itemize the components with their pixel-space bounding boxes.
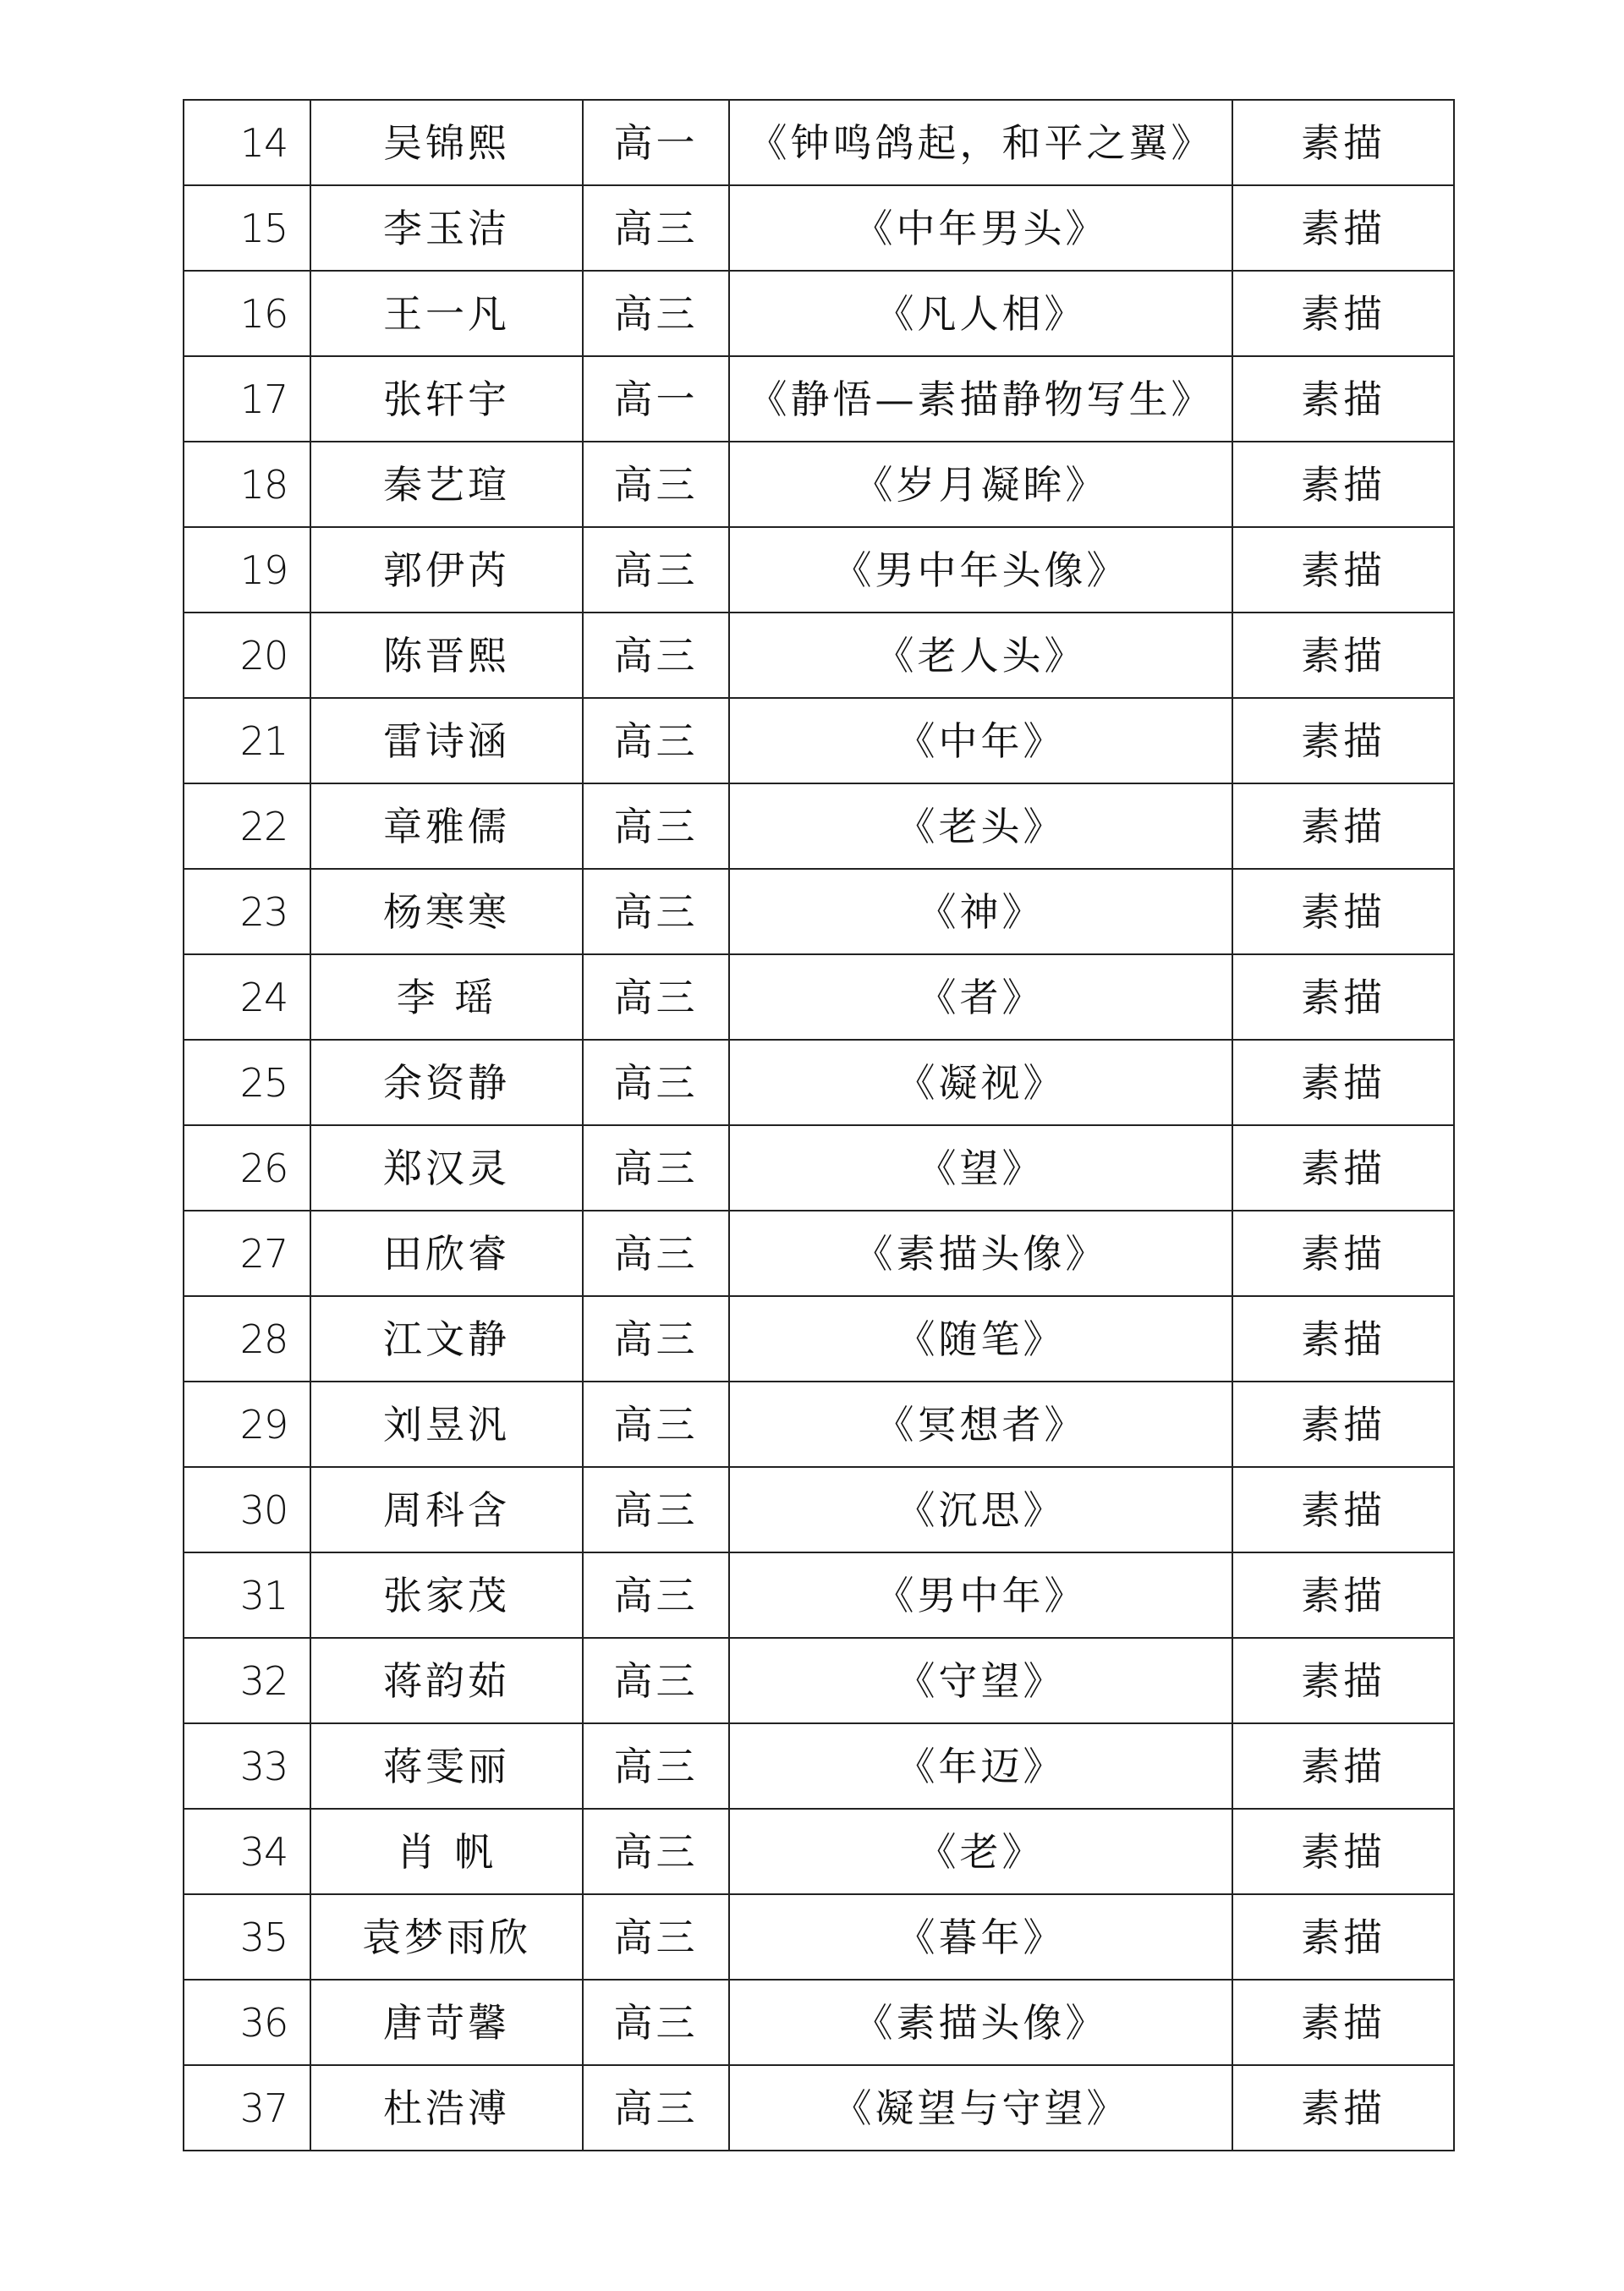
entry-number-cell: 33 [184, 1723, 310, 1809]
student-name-cell: 江文静 [310, 1296, 583, 1382]
entry-number-cell: 18 [184, 442, 310, 527]
grade-level-cell: 高三 [583, 271, 729, 356]
artwork-title-cell: 《冥想者》 [729, 1382, 1232, 1467]
entry-number-cell: 36 [184, 1980, 310, 2065]
artwork-category-cell: 素描 [1232, 1638, 1454, 1723]
artwork-title-cell: 《沉思》 [729, 1467, 1232, 1552]
artwork-category-cell: 素描 [1232, 698, 1454, 783]
table-row [184, 1723, 1454, 1809]
artwork-title-cell: 《中年男头》 [729, 185, 1232, 271]
grade-level-cell: 高三 [583, 613, 729, 698]
grade-level-cell: 高三 [583, 698, 729, 783]
grade-level-cell: 高三 [583, 1296, 729, 1382]
table-row [184, 100, 1454, 185]
artwork-title-cell: 《老人头》 [729, 613, 1232, 698]
student-name-cell: 李 瑶 [310, 954, 583, 1040]
artwork-title-cell: 《中年》 [729, 698, 1232, 783]
artwork-category-cell: 素描 [1232, 1040, 1454, 1125]
grade-level-cell: 高三 [583, 1638, 729, 1723]
table-row [184, 1296, 1454, 1382]
grade-level-cell: 高三 [583, 1552, 729, 1638]
artwork-title-cell: 《凡人相》 [729, 271, 1232, 356]
entry-number-cell: 25 [184, 1040, 310, 1125]
grade-level-cell: 高三 [583, 954, 729, 1040]
student-name-cell: 秦艺瑄 [310, 442, 583, 527]
table-row [184, 2065, 1454, 2151]
grade-level-cell: 高三 [583, 869, 729, 954]
student-name-cell: 张轩宇 [310, 356, 583, 442]
student-name-cell: 王一凡 [310, 271, 583, 356]
artwork-category-cell: 素描 [1232, 442, 1454, 527]
artwork-title-cell: 《男中年头像》 [729, 527, 1232, 613]
entry-number-cell: 29 [184, 1382, 310, 1467]
grade-level-cell: 高三 [583, 783, 729, 869]
student-name-cell: 郭伊芮 [310, 527, 583, 613]
table-row [184, 1552, 1454, 1638]
table-row [184, 954, 1454, 1040]
grade-level-cell: 高三 [583, 1723, 729, 1809]
student-name-cell: 田欣睿 [310, 1211, 583, 1296]
grade-level-cell: 高三 [583, 1467, 729, 1552]
table-row [184, 698, 1454, 783]
entry-number-cell: 32 [184, 1638, 310, 1723]
artwork-category-cell: 素描 [1232, 100, 1454, 185]
grade-level-cell: 高三 [583, 1894, 729, 1980]
grade-level-cell: 高三 [583, 1809, 729, 1894]
table-row [184, 527, 1454, 613]
entry-number-cell: 30 [184, 1467, 310, 1552]
artwork-category-cell: 素描 [1232, 185, 1454, 271]
table-row [184, 442, 1454, 527]
entry-number-cell: 19 [184, 527, 310, 613]
table-row [184, 869, 1454, 954]
artwork-category-cell: 素描 [1232, 1211, 1454, 1296]
student-name-cell: 雷诗涵 [310, 698, 583, 783]
entry-number-cell: 16 [184, 271, 310, 356]
entry-number-cell: 28 [184, 1296, 310, 1382]
grade-level-cell: 高三 [583, 1980, 729, 2065]
table-row [184, 185, 1454, 271]
table-row [184, 271, 1454, 356]
artwork-title-cell: 《凝视》 [729, 1040, 1232, 1125]
artwork-title-cell: 《随笔》 [729, 1296, 1232, 1382]
entry-number-cell: 35 [184, 1894, 310, 1980]
table-row [184, 613, 1454, 698]
table-row [184, 1638, 1454, 1723]
grade-level-cell: 高三 [583, 527, 729, 613]
artwork-title-cell: 《静悟—素描静物写生》 [729, 356, 1232, 442]
artwork-category-cell: 素描 [1232, 1125, 1454, 1211]
table-row [184, 356, 1454, 442]
grade-level-cell: 高三 [583, 1040, 729, 1125]
grade-level-cell: 高三 [583, 1382, 729, 1467]
entry-number-cell: 21 [184, 698, 310, 783]
table-row [184, 1809, 1454, 1894]
artwork-category-cell: 素描 [1232, 783, 1454, 869]
entry-number-cell: 17 [184, 356, 310, 442]
grade-level-cell: 高三 [583, 2065, 729, 2151]
artwork-title-cell: 《男中年》 [729, 1552, 1232, 1638]
artwork-title-cell: 《望》 [729, 1125, 1232, 1211]
entry-number-cell: 37 [184, 2065, 310, 2151]
artwork-category-cell: 素描 [1232, 1980, 1454, 2065]
artwork-category-cell: 素描 [1232, 1552, 1454, 1638]
entry-number-cell: 23 [184, 869, 310, 954]
student-name-cell: 余资静 [310, 1040, 583, 1125]
artwork-title-cell: 《守望》 [729, 1638, 1232, 1723]
grade-level-cell: 高三 [583, 442, 729, 527]
artwork-title-cell: 《素描头像》 [729, 1980, 1232, 2065]
artwork-category-cell: 素描 [1232, 2065, 1454, 2151]
artwork-category-cell: 素描 [1232, 1894, 1454, 1980]
student-name-cell: 周科含 [310, 1467, 583, 1552]
entry-number-cell: 15 [184, 185, 310, 271]
entry-number-cell: 22 [184, 783, 310, 869]
grade-level-cell: 高三 [583, 1125, 729, 1211]
roster-table-body [184, 100, 1454, 2151]
artwork-category-cell: 素描 [1232, 1467, 1454, 1552]
student-name-cell: 杨寒寒 [310, 869, 583, 954]
student-name-cell: 唐苛馨 [310, 1980, 583, 2065]
artwork-category-cell: 素描 [1232, 1723, 1454, 1809]
artwork-title-cell: 《老头》 [729, 783, 1232, 869]
artwork-category-cell: 素描 [1232, 356, 1454, 442]
artwork-title-cell: 《暮年》 [729, 1894, 1232, 1980]
artwork-category-cell: 素描 [1232, 954, 1454, 1040]
entry-number-cell: 14 [184, 100, 310, 185]
artwork-category-cell: 素描 [1232, 1296, 1454, 1382]
entry-number-cell: 34 [184, 1809, 310, 1894]
table-row [184, 1980, 1454, 2065]
artwork-title-cell: 《者》 [729, 954, 1232, 1040]
artwork-category-cell: 素描 [1232, 271, 1454, 356]
student-name-cell: 吴锦熙 [310, 100, 583, 185]
student-name-cell: 李玉洁 [310, 185, 583, 271]
artwork-category-cell: 素描 [1232, 1809, 1454, 1894]
student-name-cell: 章雅儒 [310, 783, 583, 869]
grade-level-cell: 高一 [583, 100, 729, 185]
artwork-title-cell: 《神》 [729, 869, 1232, 954]
artwork-title-cell: 《素描头像》 [729, 1211, 1232, 1296]
student-name-cell: 陈晋熙 [310, 613, 583, 698]
artwork-category-cell: 素描 [1232, 1382, 1454, 1467]
artwork-roster-table [183, 99, 1455, 2151]
entry-number-cell: 27 [184, 1211, 310, 1296]
table-row [184, 1894, 1454, 1980]
table-row [184, 1467, 1454, 1552]
artwork-title-cell: 《凝望与守望》 [729, 2065, 1232, 2151]
table-row [184, 1125, 1454, 1211]
artwork-title-cell: 《岁月凝眸》 [729, 442, 1232, 527]
entry-number-cell: 20 [184, 613, 310, 698]
artwork-category-cell: 素描 [1232, 527, 1454, 613]
table-row [184, 1382, 1454, 1467]
artwork-title-cell: 《年迈》 [729, 1723, 1232, 1809]
grade-level-cell: 高三 [583, 1211, 729, 1296]
student-name-cell: 张家茂 [310, 1552, 583, 1638]
table-row [184, 1040, 1454, 1125]
grade-level-cell: 高三 [583, 185, 729, 271]
entry-number-cell: 31 [184, 1552, 310, 1638]
artwork-title-cell: 《老》 [729, 1809, 1232, 1894]
grade-level-cell: 高一 [583, 356, 729, 442]
table-row [184, 1211, 1454, 1296]
entry-number-cell: 24 [184, 954, 310, 1040]
artwork-category-cell: 素描 [1232, 613, 1454, 698]
student-name-cell: 肖 帆 [310, 1809, 583, 1894]
student-name-cell: 郑汉灵 [310, 1125, 583, 1211]
student-name-cell: 刘昱汎 [310, 1382, 583, 1467]
entry-number-cell: 26 [184, 1125, 310, 1211]
artwork-category-cell: 素描 [1232, 869, 1454, 954]
table-row [184, 783, 1454, 869]
student-name-cell: 杜浩溥 [310, 2065, 583, 2151]
student-name-cell: 蒋韵茹 [310, 1638, 583, 1723]
artwork-title-cell: 《钟鸣鸽起，和平之翼》 [729, 100, 1232, 185]
student-name-cell: 袁梦雨欣 [310, 1894, 583, 1980]
student-name-cell: 蒋雯丽 [310, 1723, 583, 1809]
